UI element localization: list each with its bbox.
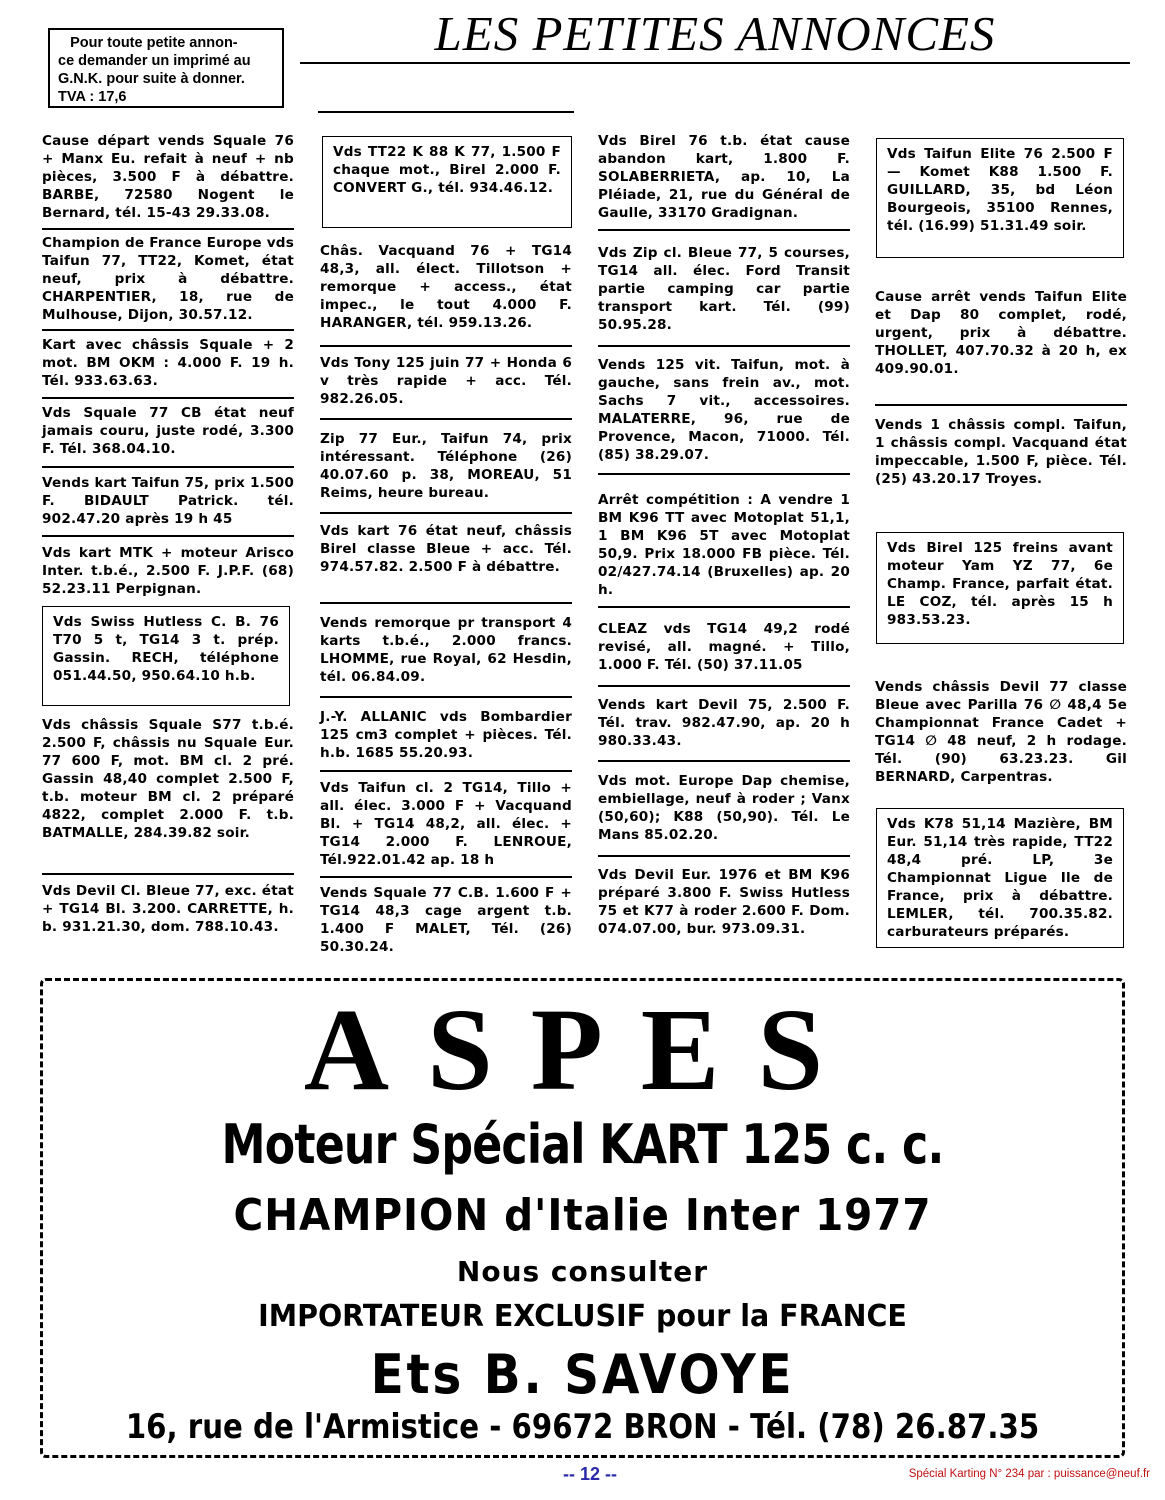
title-rule	[300, 62, 1130, 64]
classified-ad: Vends Squale 77 C.B. 1.600 F + TG14 48,3 cage argent t.b. 1.400 F MALET, Tél. (26) 50.30.24.	[320, 885, 572, 955]
page-number: -- 12 --	[563, 1464, 617, 1484]
ad-separator	[42, 466, 294, 468]
ad-engine-line: Moteur Spécial KART 125 c. c.	[221, 1113, 944, 1176]
ad-separator	[320, 876, 572, 878]
classified-ad: Cause départ vends Squale 76 + Manx Eu. refait à neuf + nb pièces, 3.500 F à débattre. BARBE, 72580 Nogent le Bernard, tél. 15-43 29.33.08.	[42, 133, 294, 221]
ad-separator	[598, 606, 850, 608]
classified-ad: Vds Taifun cl. 2 TG14, Tillo + all. élec. 3.000 F + Vacquand Bl. + TG14 48,2, all. élec. + TG14 2.000 F. LENROUE, Tél.922.01.42 ap. 18 h	[320, 780, 572, 868]
ad-separator	[598, 855, 850, 857]
ad-separator	[875, 404, 1127, 406]
classified-ad: Vds Devil Cl. Bleue 77, exc. état + TG14 Bl. 3.200. CARRETTE, h. b. 931.21.30, dom. 788.10.43.	[42, 883, 294, 935]
ad-separator	[598, 345, 850, 347]
classified-ad: Arrêt compétition : A vendre 1 BM K96 TT avec Motoplat 51,1, 1 BM K96 5T avec Motoplat 50,9. Prix 18.000 FB pièce. Tél. 02/427.74.14 (Bruxelles) ap. 20 h.	[598, 492, 850, 598]
ad-separator	[598, 473, 850, 475]
classified-ad-boxed: Vds Swiss Hutless C. B. 76 T70 5 t, TG14 3 t. prép. Gassin. RECH, téléphone 051.44.50, 950.64.10 h.b.	[42, 606, 290, 706]
ad-brand: ASPES	[303, 984, 862, 1115]
classified-ad: Vds Birel 76 t.b. état cause abandon kart, 1.800 F. SOLABERRIETA, ap. 10, La Pléiade, 21, rue du Général de Gaulle, 33170 Gradignan.	[598, 133, 850, 221]
classified-ad: Champion de France Europe vds Taifun 77, TT22, Komet, état neuf, prix à débattre. CHARPENTIER, 18, rue de Mulhouse, Dijon, 30.57.12.	[42, 235, 294, 323]
classified-ad-boxed: Vds TT22 K 88 K 77, 1.500 F chaque mot., Birel 2.000 F. CONVERT G., tél. 934.46.12.	[322, 136, 572, 228]
ad-separator	[42, 228, 294, 230]
classified-ad: Vds châssis Squale S77 t.b.é. 2.500 F, châssis nu Squale Eur. 77 600 F, mot. BM cl. 2 pré. Gassin 48,40 complet 2.500 F, t.b. moteur BM cl. 2 préparé 4822, complet 2.000 F. t.b. BATMALLE, 284.39.82 soir.	[42, 717, 294, 841]
notice-box: Pour toute petite annon- ce demander un imprimé au G.N.K. pour suite à donner. TVA : 17,6	[48, 28, 284, 108]
column-top-rule	[318, 111, 574, 113]
ad-separator	[42, 397, 294, 399]
ad-separator	[598, 229, 850, 231]
classified-ad: Vends remorque pr transport 4 karts t.b.é., 2.000 francs. LHOMME, rue Royal, 62 Hesdin, tél. 06.84.09.	[320, 615, 572, 685]
classified-ad: Cause arrêt vends Taifun Elite et Dap 80 complet, rodé, urgent, prix à débattre. THOLLET, 407.70.32 à 20 h, ex 409.90.01.	[875, 289, 1127, 377]
classified-ad: Vends kart Taifun 75, prix 1.500 F. BIDAULT Patrick. tél. 902.47.20 après 19 h 45	[42, 475, 294, 527]
ad-separator	[598, 760, 850, 762]
classified-ad: Vds Tony 125 juin 77 + Honda 6 v très rapide + acc. Tél. 982.26.05.	[320, 355, 572, 407]
ad-importer-line: IMPORTATEUR EXCLUSIF pour la FRANCE	[258, 1299, 907, 1334]
ad-company-line: Ets B. SAVOYE	[370, 1343, 795, 1406]
ad-separator	[320, 770, 572, 772]
classified-ad: Vends kart Devil 75, 2.500 F. Tél. trav. 982.47.90, ap. 20 h 980.33.43.	[598, 697, 850, 749]
ad-separator	[320, 345, 572, 347]
classified-ad: J.-Y. ALLANIC vds Bombardier 125 cm3 complet + pièces. Tél. h.b. 1685 55.20.93.	[320, 709, 572, 761]
ad-separator	[320, 696, 572, 698]
classified-ad: Vends châssis Devil 77 classe Bleue avec Parilla 76 ∅ 48,4 5e Championnat France Cadet + TG14 ∅ 48 neuf, 2 h rodage. Tél. (90) 63.23.23. Gil BERNARD, Carpentras.	[875, 679, 1127, 785]
ad-separator	[320, 418, 572, 420]
classified-ad-boxed: Vds Birel 125 freins avant moteur Yam YZ 77, 6e Champ. France, parfait état. LE COZ, tél. après 15 h 983.53.23.	[876, 532, 1124, 644]
ad-consult-line: Nous consulter	[456, 1255, 709, 1288]
classified-ad: Vends 1 châssis compl. Taifun, 1 châssis compl. Vacquand état impeccable, 1.500 F, pièce. Tél. (25) 43.20.17 Troyes.	[875, 417, 1127, 487]
ad-separator	[42, 329, 294, 331]
classified-ad: Vends 125 vit. Taifun, mot. à gauche, sans frein av., mot. Sachs 7 vit., accessoires. MALATERRE, 96, rue de Provence, Macon, 71000. Tél. (85) 38.29.07.	[598, 357, 850, 463]
ad-separator	[320, 512, 572, 514]
classified-ad: Vds mot. Europe Dap chemise, embiellage, neuf à roder ; Vanx (50,60); K88 (50,90). Tél. Le Mans 85.02.20.	[598, 773, 850, 843]
classified-ad: Kart avec châssis Squale + 2 mot. BM OKM : 4.000 F. 19 h. Tél. 933.63.63.	[42, 337, 294, 389]
classified-ad: Vds Squale 77 CB état neuf jamais couru, juste rodé, 3.300 F. Tél. 368.04.10.	[42, 405, 294, 457]
classified-ad: CLEAZ vds TG14 49,2 rodé revisé, all. magné. + Tillo, 1.000 F. Tél. (50) 37.11.05	[598, 621, 850, 673]
classified-ad: Vds Devil Eur. 1976 et BM K96 préparé 3.800 F. Swiss Hutless 75 et K77 à roder 2.600 F. Dom. 074.07.00, bur. 973.09.31.	[598, 867, 850, 937]
classified-ad: Châs. Vacquand 76 + TG14 48,3, all. élect. Tillotson + remorque + access., état impec., le tout 4.000 F. HARANGER, tél. 959.13.26.	[320, 243, 572, 331]
ad-separator	[598, 685, 850, 687]
classified-ad: Vds kart MTK + moteur Arisco Inter. t.b.é., 2.500 F. J.P.F. (68) 52.23.11 Perpignan.	[42, 545, 294, 597]
classified-ad-boxed: Vds Taifun Elite 76 2.500 F — Komet K88 1.500 F. GUILLARD, 35, bd Léon Bourgeois, 35100 Rennes, tél. (16.99) 51.31.49 soir.	[876, 138, 1124, 258]
classified-ad: Vds kart 76 état neuf, châssis Birel classe Bleue + acc. Tél. 974.57.82. 2.500 F à débattre.	[320, 523, 572, 575]
scan-credit: Spécial Karting N° 234 par : puissance@neuf.fr	[908, 1468, 1150, 1480]
ad-champion-line: CHAMPION d'Italie Inter 1977	[233, 1190, 932, 1241]
ad-separator	[42, 535, 294, 537]
ad-separator	[42, 873, 294, 875]
classified-ad-boxed: Vds K78 51,14 Mazière, BM Eur. 51,14 très rapide, TT22 48,4 pré. LP, 3e Championnat Ligue Ile de France, prix à débattre. LEMLER, tél. 700.35.82. carburateurs préparés.	[876, 808, 1124, 948]
ad-separator	[320, 602, 572, 604]
classified-ad: Vds Zip cl. Bleue 77, 5 courses, TG14 all. élec. Ford Transit partie camping car partie transport kart. Tél. (99) 50.95.28.	[598, 245, 850, 333]
classified-ad: Zip 77 Eur., Taifun 74, prix intéressant. Téléphone (26) 40.07.60 p. 38, MOREAU, 51 Reims, heure bureau.	[320, 431, 572, 501]
page-title: LES PETITES ANNONCES	[434, 6, 996, 61]
ad-address-line: 16, rue de l'Armistice - 69672 BRON - Tél. (78) 26.87.35	[125, 1407, 1040, 1447]
